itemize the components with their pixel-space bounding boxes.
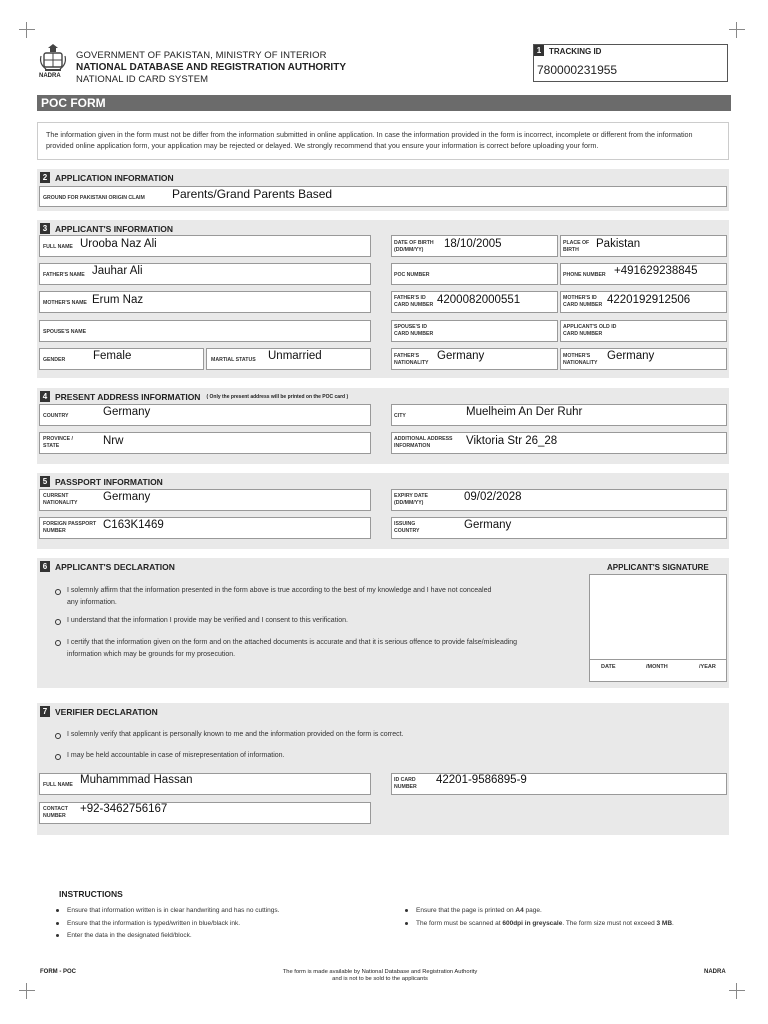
issuing-country-field[interactable] bbox=[391, 517, 727, 539]
section-title: VERIFIER DECLARATION bbox=[55, 706, 158, 717]
current-nationality-value: Germany bbox=[103, 491, 151, 503]
passport-number-value: C163K1469 bbox=[103, 519, 164, 531]
verifier-item: I solemnly verify that applicant is personally known to me and the information provided on the form is correct. bbox=[67, 731, 404, 738]
ministry-line: GOVERNMENT OF PAKISTAN, MINISTRY OF INTERIOR bbox=[76, 50, 327, 61]
phone-label: PHONE NUMBER bbox=[563, 272, 606, 278]
verifier-id-value: 42201-9586895-9 bbox=[436, 774, 527, 786]
section-number: 7 bbox=[40, 706, 50, 717]
expiry-field[interactable] bbox=[391, 489, 727, 511]
country-label: COUNTRY bbox=[43, 413, 69, 419]
verifier-name-label: FULL NAME bbox=[43, 782, 73, 788]
dob-value: 18/10/2005 bbox=[444, 238, 502, 250]
expiry-label: EXPIRY DATE (DD/MM/YY) bbox=[394, 493, 428, 506]
instruction-item: Enter the data in the designated field/block. bbox=[56, 932, 192, 939]
verifier-name-value: Muhammmad Hassan bbox=[80, 774, 193, 786]
system-line: NATIONAL ID CARD SYSTEM bbox=[76, 74, 209, 85]
crop-mark bbox=[729, 983, 745, 999]
father-nationality-label: FATHER'S NATIONALITY bbox=[394, 353, 429, 366]
passport-section bbox=[37, 473, 729, 549]
section-number: 5 bbox=[40, 476, 50, 487]
declaration-section bbox=[37, 558, 729, 688]
gender-value: Female bbox=[93, 350, 132, 362]
declaration-item: information which may be grounds for my prosecution. bbox=[67, 651, 236, 658]
additional-address-label: ADDITIONAL ADDRESS INFORMATION bbox=[394, 436, 453, 449]
province-field[interactable] bbox=[39, 432, 371, 454]
ground-label: GROUND FOR PAKISTANI ORIGIN CLAIM bbox=[43, 195, 145, 201]
month-label: /MONTH bbox=[646, 664, 668, 670]
phone-value: +491629238845 bbox=[614, 265, 698, 277]
instruction-item: Ensure that the page is printed on A4 page. bbox=[405, 907, 542, 914]
section-number: 2 bbox=[40, 172, 50, 183]
applicant-section bbox=[37, 220, 729, 378]
declaration-item: I solemnly affirm that the information presented in the form above is true according to the best of my knowledge and I have not concealed bbox=[67, 587, 492, 594]
authority-line: NATIONAL DATABASE AND REGISTRATION AUTHORITY bbox=[76, 62, 346, 73]
mother-nationality-value: Germany bbox=[607, 350, 655, 362]
father-nationality-value: Germany bbox=[437, 350, 485, 362]
passport-number-label: FOREIGN PASSPORT NUMBER bbox=[43, 521, 97, 534]
bullet-icon bbox=[56, 909, 59, 912]
mother-name-label: MOTHER'S NAME bbox=[43, 300, 87, 306]
mother-name-value: Erum Naz bbox=[92, 294, 144, 306]
signature-title: APPLICANT'S SIGNATURE bbox=[607, 563, 709, 572]
footer-note-1: The form is made available by National Database and Registration Authority bbox=[282, 969, 478, 975]
bullet-icon bbox=[55, 589, 61, 595]
pob-value: Pakistan bbox=[596, 238, 641, 250]
bullet-icon bbox=[55, 640, 61, 646]
footer-nadra: NADRA bbox=[704, 969, 726, 975]
footer-note-2: and is not to be sold to the applicants bbox=[332, 976, 428, 982]
section-title: PASSPORT INFORMATION bbox=[55, 476, 163, 487]
application-section bbox=[37, 169, 729, 211]
section-number: 1 bbox=[534, 45, 544, 56]
date-label: DATE bbox=[601, 664, 616, 670]
crop-mark bbox=[19, 983, 35, 999]
spouse-name-label: SPOUSE'S NAME bbox=[43, 329, 87, 335]
nadra-logo-text: NADRA bbox=[39, 73, 61, 79]
old-id-label: APPLICANT'S OLD ID CARD NUMBER bbox=[563, 324, 617, 337]
section-number: 6 bbox=[40, 561, 50, 572]
expiry-value: 09/02/2028 bbox=[464, 491, 522, 503]
mother-id-value: 4220192912506 bbox=[607, 294, 691, 306]
signature-box[interactable] bbox=[589, 574, 727, 660]
country-value: Germany bbox=[103, 406, 151, 418]
address-section bbox=[37, 388, 729, 464]
section-number: 4 bbox=[40, 391, 50, 402]
marital-value: Unmarried bbox=[268, 350, 322, 362]
gender-label: GENDER bbox=[43, 357, 66, 363]
section-note: ( Only the present address will be printed on the POC card ) bbox=[206, 393, 349, 400]
mother-nationality-label: MOTHER'S NATIONALITY bbox=[563, 353, 598, 366]
verifier-contact-value: +92-3462756167 bbox=[80, 803, 168, 815]
bullet-icon bbox=[405, 909, 408, 912]
crop-mark bbox=[19, 22, 35, 38]
marital-label: MARTIAL STATUS bbox=[211, 357, 256, 363]
bullet-icon bbox=[55, 733, 61, 739]
verifier-item: I may be held accountable in case of misrepresentation of information. bbox=[67, 752, 285, 759]
declaration-item: I certify that the information given on the form and on the attached documents is accurate and that it is serious offence to provide false/misleading bbox=[67, 639, 518, 646]
father-name-field[interactable] bbox=[39, 263, 371, 285]
father-name-label: FATHER'S NAME bbox=[43, 272, 85, 278]
section-number: 3 bbox=[40, 223, 50, 234]
father-name-value: Jauhar Ali bbox=[92, 265, 143, 277]
instructions-title: INSTRUCTIONS bbox=[59, 889, 123, 899]
signature-date-field[interactable] bbox=[589, 659, 727, 682]
ground-value: Parents/Grand Parents Based bbox=[172, 187, 333, 201]
tracking-box bbox=[533, 44, 728, 82]
instruction-item: Ensure that information written is in clear handwriting and has no cuttings. bbox=[56, 907, 279, 914]
footer-form-code: FORM - POC bbox=[40, 969, 76, 975]
declaration-item: any information. bbox=[67, 599, 117, 606]
intro-text: The information given in the form must not be differ from the information submitted in online application. In case the information provided in the form is incorrect, incomplete or different from the information provided online application form, your application may be rejected or delayed. We strongly recommend that you ensure your information is correct before uploading your form. bbox=[37, 122, 729, 160]
current-nationality-label: CURRENT NATIONALITY bbox=[43, 493, 78, 506]
bullet-icon bbox=[55, 619, 61, 625]
issuing-country-label: ISSUING COUNTRY bbox=[394, 521, 420, 534]
bullet-icon bbox=[55, 754, 61, 760]
tracking-label: TRACKING ID bbox=[549, 47, 602, 56]
city-value: Muelheim An Der Ruhr bbox=[466, 406, 583, 418]
bullet-icon bbox=[56, 922, 59, 925]
issuing-country-value: Germany bbox=[464, 519, 512, 531]
instruction-item: The form must be scanned at 600dpi in greyscale. The form size must not exceed 3 MB. bbox=[405, 920, 674, 927]
tracking-value: 780000231955 bbox=[537, 63, 618, 77]
mother-id-label: MOTHER'S ID CARD NUMBER bbox=[563, 295, 603, 308]
bullet-icon bbox=[56, 934, 59, 937]
form-title-bar: POC FORM bbox=[37, 95, 731, 111]
additional-address-value: Viktoria Str 26_28 bbox=[466, 435, 558, 447]
crop-mark bbox=[729, 22, 745, 38]
section-title: PRESENT ADDRESS INFORMATION bbox=[55, 391, 201, 402]
section-title: APPLICATION INFORMATION bbox=[55, 172, 174, 183]
bullet-icon bbox=[405, 922, 408, 925]
verifier-id-label: ID CARD NUMBER bbox=[394, 777, 417, 790]
section-title: APPLICANT'S INFORMATION bbox=[55, 223, 174, 234]
spouse-name-field[interactable] bbox=[39, 320, 371, 342]
father-id-label: FATHER'S ID CARD NUMBER bbox=[394, 295, 434, 308]
section-title: APPLICANT'S DECLARATION bbox=[55, 561, 175, 572]
poc-label: POC NUMBER bbox=[394, 272, 430, 278]
country-field[interactable] bbox=[39, 404, 371, 426]
verifier-section bbox=[37, 703, 729, 835]
spouse-id-label: SPOUSE'S ID CARD NUMBER bbox=[394, 324, 434, 337]
declaration-item: I understand that the information I provide may be verified and I consent to this verification. bbox=[67, 617, 348, 624]
city-label: CITY bbox=[394, 413, 406, 419]
province-value: Nrw bbox=[103, 435, 124, 447]
verifier-contact-label: CONTACT NUMBER bbox=[43, 806, 68, 819]
dob-label: DATE OF BIRTH (DD/MM/YY) bbox=[394, 240, 434, 253]
father-id-value: 4200082000551 bbox=[437, 294, 521, 306]
province-label: PROVINCE / STATE bbox=[43, 436, 73, 449]
full-name-value: Urooba Naz Ali bbox=[80, 238, 157, 250]
full-name-label: FULL NAME bbox=[43, 244, 73, 250]
pob-label: PLACE OF BIRTH bbox=[563, 240, 590, 253]
instruction-item: Ensure that the information is typed/written in blue/black ink. bbox=[56, 920, 240, 927]
year-label: /YEAR bbox=[699, 664, 716, 670]
mother-name-field[interactable] bbox=[39, 291, 371, 313]
